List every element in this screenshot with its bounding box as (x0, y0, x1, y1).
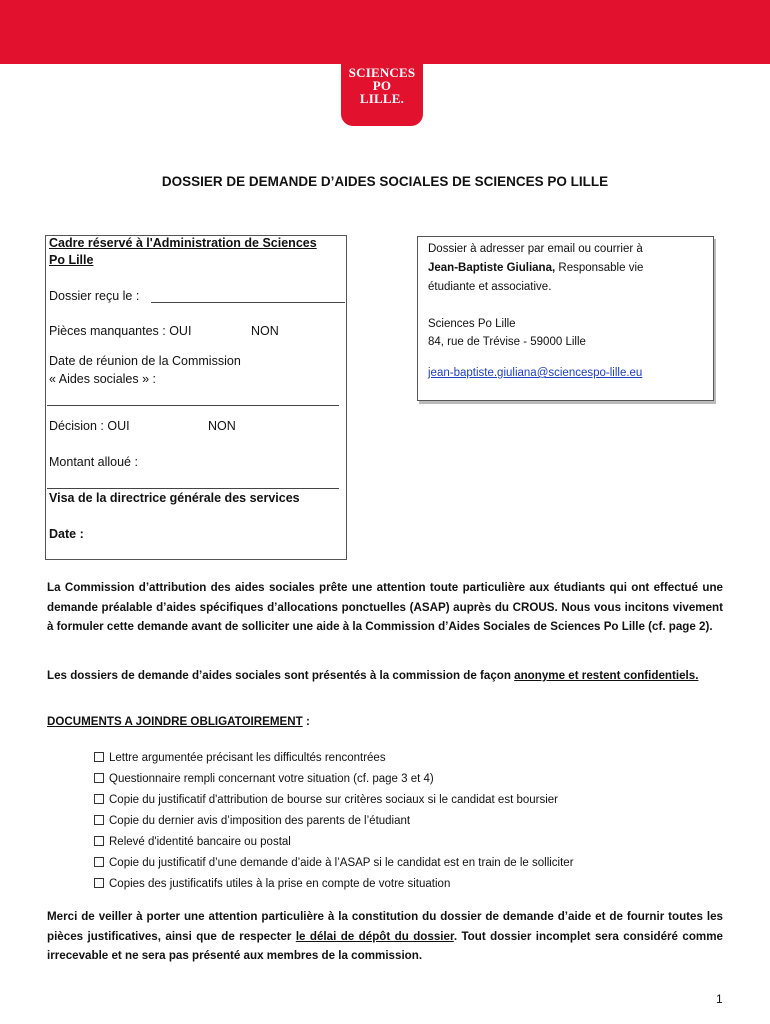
contact-name: Jean-Baptiste Giuliana, (428, 262, 556, 274)
checkbox-icon[interactable] (94, 752, 104, 762)
amount-line (47, 474, 339, 489)
list-item (94, 832, 574, 853)
contact-role-line2: étudiante et associative. (428, 281, 552, 293)
contact-email-link[interactable]: jean-baptiste.giuliana@sciencespo-lille.eu (428, 367, 643, 379)
page-title: DOSSIER DE DEMANDE D’AIDES SOCIALES DE SCIENCES PO LILLE (161, 174, 609, 189)
sciences-po-lille-logo (341, 44, 423, 126)
document-label: Lettre argumentée précisant les difficultés rencontrées (109, 752, 386, 764)
list-item (94, 769, 574, 790)
list-item (94, 790, 574, 811)
date-label: Date : (49, 527, 84, 541)
checkbox-icon[interactable] (94, 836, 104, 846)
document-label: Copies des justificatifs utiles à la prise en compte de votre situation (109, 878, 451, 890)
deadline-text-before: Merci de veiller à porter une attention particulière à la constitution du dossier de demande d’aide et de fournir toutes les pièces justificatives, ainsi que de respecter (47, 910, 723, 943)
crous-paragraph: La Commission d’attribution des aides sociales prête une attention toute particulière aux étudiants qui ont effectué une demande préalable d’aides spécifiques d’allocations ponctuelles (ASAP) auprès du CROUS. Nous vous incitons vivement à formuler cette demande avant de solliciter une aide à la Commission d’Aides Sociales de Sciences Po Lille (cf. page 2). (47, 581, 723, 633)
document-label: Copie du justificatif d'attribution de bourse sur critères sociaux si le candidat est boursier (109, 794, 559, 806)
decision-no: NON (208, 419, 236, 433)
received-line (151, 288, 345, 303)
logo-line-3: LILLE. (359, 90, 405, 106)
checkbox-icon[interactable] (94, 794, 104, 804)
missing-pieces-label: Pièces manquantes : OUI (49, 324, 192, 338)
document-label: Relevé d'identité bancaire ou postal (109, 836, 291, 848)
contact-box (417, 236, 714, 401)
contact-role: Responsable vie (555, 262, 644, 274)
meeting-line (47, 391, 339, 406)
checkbox-icon[interactable] (94, 857, 104, 867)
meeting-date-line1: Date de réunion de la Commission (49, 354, 241, 368)
meeting-date-line2: « Aides sociales » : (49, 372, 157, 386)
decision-label: Décision : OUI (49, 419, 130, 433)
deadline-text-after: . Tout dossier incomplet sera considéré comme irrecevable et ne sera pas présenté aux membres de la commission. (47, 929, 723, 962)
document-label: Copie du justificatif d’une demande d’aide à l’ASAP si le candidat est en train de le solliciter (109, 857, 574, 869)
list-item (94, 748, 574, 769)
required-documents-list (94, 748, 574, 895)
contact-address: 84, rue de Trévise - 59000 Lille (428, 336, 586, 348)
list-item (94, 811, 574, 832)
documents-heading (47, 715, 310, 728)
list-item (94, 874, 574, 895)
checkbox-icon[interactable] (94, 878, 104, 888)
contact-name-line (428, 262, 643, 274)
deadline-paragraph (47, 907, 723, 966)
document-label: Questionnaire rempli concernant votre situation (cf. page 3 et 4) (109, 773, 434, 785)
page-number: 1 (716, 992, 723, 1006)
checkbox-icon[interactable] (94, 815, 104, 825)
admin-heading-line1: Cadre réservé à l'Administration de Sciences (49, 236, 317, 250)
logo-line-2: PO (372, 77, 392, 93)
documents-heading-colon: : (302, 715, 310, 728)
list-item (94, 853, 574, 874)
checkbox-icon[interactable] (94, 773, 104, 783)
anonymity-paragraph (47, 666, 723, 686)
anonymity-underlined: anonyme et restent confidentiels. (514, 669, 699, 682)
documents-heading-text: DOCUMENTS A JOINDRE OBLIGATOIREMENT (47, 715, 303, 728)
admin-heading-line2: Po Lille (49, 253, 94, 267)
received-label: Dossier reçu le : (49, 289, 140, 303)
deadline-underlined: le délai de dépôt du dossier (295, 929, 454, 943)
document-label: Copie du dernier avis d’imposition des parents de l’étudiant (109, 815, 411, 827)
admin-reserved-box (45, 235, 347, 560)
missing-pieces-no: NON (251, 324, 279, 338)
logo-line-1: SCIENCES (348, 64, 416, 80)
contact-org: Sciences Po Lille (428, 318, 516, 330)
amount-label: Montant alloué : (49, 455, 138, 469)
visa-label: Visa de la directrice générale des services (49, 491, 300, 505)
contact-intro: Dossier à adresser par email ou courrier à (428, 243, 643, 255)
anonymity-text: Les dossiers de demande d’aides sociales sont présentés à la commission de façon (47, 669, 515, 682)
